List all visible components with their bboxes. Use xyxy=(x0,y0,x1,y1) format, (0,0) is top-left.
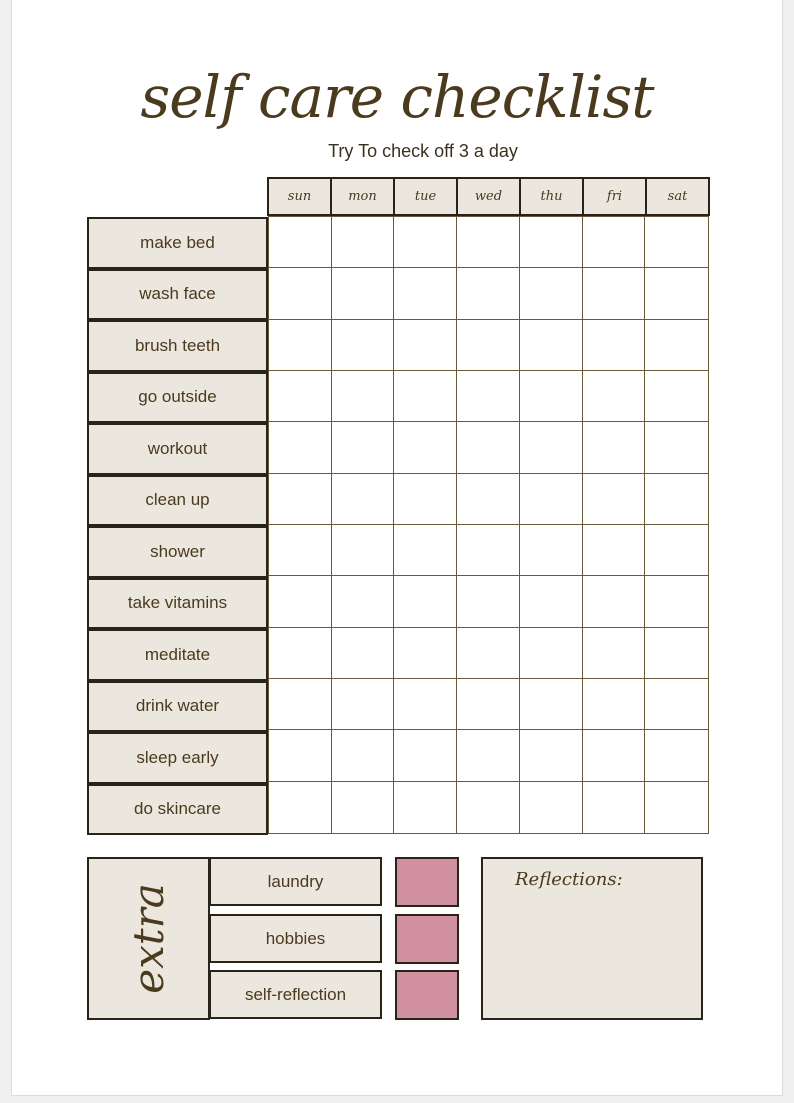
check-cell-fri[interactable] xyxy=(583,320,646,371)
check-cell-tue[interactable] xyxy=(394,679,457,730)
task-label: brush teeth xyxy=(87,320,268,372)
day-tue: tue xyxy=(395,179,458,214)
task-label: drink water xyxy=(87,681,268,733)
check-cell-thu[interactable] xyxy=(520,371,583,422)
check-cell-mon[interactable] xyxy=(332,730,395,781)
check-cell-sun[interactable] xyxy=(269,474,332,525)
check-cell-thu[interactable] xyxy=(520,576,583,627)
check-cell-sat[interactable] xyxy=(645,422,708,473)
check-cell-tue[interactable] xyxy=(394,320,457,371)
check-cell-tue[interactable] xyxy=(394,268,457,319)
check-cell-sun[interactable] xyxy=(269,422,332,473)
check-cell-sun[interactable] xyxy=(269,730,332,781)
check-cell-fri[interactable] xyxy=(583,422,646,473)
check-cell-sat[interactable] xyxy=(645,679,708,730)
check-cell-sat[interactable] xyxy=(645,782,708,833)
check-cell-thu[interactable] xyxy=(520,217,583,268)
check-cell-thu[interactable] xyxy=(520,474,583,525)
page-subtitle: Try To check off 3 a day xyxy=(328,141,518,161)
check-cell-sun[interactable] xyxy=(269,371,332,422)
check-cell-thu[interactable] xyxy=(520,320,583,371)
check-cell-thu[interactable] xyxy=(520,268,583,319)
check-cell-mon[interactable] xyxy=(332,576,395,627)
check-cell-mon[interactable] xyxy=(332,268,395,319)
extra-item-laundry: laundry xyxy=(209,857,382,906)
check-cell-fri[interactable] xyxy=(583,268,646,319)
task-label: make bed xyxy=(87,217,268,269)
task-label: take vitamins xyxy=(87,578,268,630)
check-cell-sat[interactable] xyxy=(645,320,708,371)
check-cell-wed[interactable] xyxy=(457,268,520,319)
extra-item-self-reflection: self-reflection xyxy=(209,970,382,1019)
check-cell-mon[interactable] xyxy=(332,320,395,371)
extra-item-hobbies: hobbies xyxy=(209,914,382,963)
check-cell-mon[interactable] xyxy=(332,474,395,525)
check-cell-wed[interactable] xyxy=(457,422,520,473)
reflections-label: Reflections: xyxy=(515,869,623,890)
check-cell-tue[interactable] xyxy=(394,525,457,576)
check-cell-mon[interactable] xyxy=(332,525,395,576)
check-cell-fri[interactable] xyxy=(583,679,646,730)
day-thu: thu xyxy=(521,179,584,214)
check-cell-sun[interactable] xyxy=(269,320,332,371)
task-label: meditate xyxy=(87,629,268,681)
check-cell-fri[interactable] xyxy=(583,730,646,781)
task-label: wash face xyxy=(87,269,268,321)
day-sat: sat xyxy=(667,189,688,204)
check-cell-thu[interactable] xyxy=(520,422,583,473)
check-cell-wed[interactable] xyxy=(457,217,520,268)
check-cell-tue[interactable] xyxy=(394,628,457,679)
check-cell-mon[interactable] xyxy=(332,628,395,679)
extra-checkbox-laundry[interactable] xyxy=(395,857,459,907)
check-cell-wed[interactable] xyxy=(457,525,520,576)
task-label: workout xyxy=(87,423,268,475)
check-cell-tue[interactable] xyxy=(394,730,457,781)
check-cell-tue[interactable] xyxy=(394,371,457,422)
day-mon: mon xyxy=(332,179,395,214)
check-cell-fri[interactable] xyxy=(583,525,646,576)
check-cell-fri[interactable] xyxy=(583,474,646,525)
check-cell-thu[interactable] xyxy=(520,782,583,833)
extra-checkbox-hobbies[interactable] xyxy=(395,914,459,964)
check-cell-tue[interactable] xyxy=(394,422,457,473)
check-cell-wed[interactable] xyxy=(457,474,520,525)
check-grid xyxy=(268,216,709,834)
check-cell-sat[interactable] xyxy=(645,268,708,319)
check-cell-sat[interactable] xyxy=(645,576,708,627)
check-cell-fri[interactable] xyxy=(583,628,646,679)
extra-checkbox-self-reflection[interactable] xyxy=(395,970,459,1020)
check-cell-thu[interactable] xyxy=(520,525,583,576)
check-cell-wed[interactable] xyxy=(457,628,520,679)
check-cell-tue[interactable] xyxy=(394,576,457,627)
day-sun: sun xyxy=(269,179,332,214)
task-label: clean up xyxy=(87,475,268,527)
check-cell-mon[interactable] xyxy=(332,217,395,268)
check-cell-wed[interactable] xyxy=(457,679,520,730)
check-cell-tue[interactable] xyxy=(394,474,457,525)
check-cell-fri[interactable] xyxy=(583,782,646,833)
page-title: self care checklist xyxy=(140,63,654,131)
task-label: shower xyxy=(87,526,268,578)
check-cell-tue[interactable] xyxy=(394,217,457,268)
extra-label: extra xyxy=(123,883,173,994)
check-cell-mon[interactable] xyxy=(332,422,395,473)
check-cell-wed[interactable] xyxy=(457,320,520,371)
check-cell-thu[interactable] xyxy=(520,730,583,781)
day-wed: wed xyxy=(458,179,521,214)
check-cell-sun[interactable] xyxy=(269,268,332,319)
check-cell-sat[interactable] xyxy=(645,730,708,781)
reflections-box[interactable] xyxy=(481,857,703,1020)
check-cell-sun[interactable] xyxy=(269,217,332,268)
check-cell-sat[interactable] xyxy=(645,371,708,422)
check-cell-sun[interactable] xyxy=(269,576,332,627)
check-cell-sun[interactable] xyxy=(269,525,332,576)
check-cell-wed[interactable] xyxy=(457,730,520,781)
check-cell-wed[interactable] xyxy=(457,576,520,627)
check-cell-mon[interactable] xyxy=(332,371,395,422)
check-cell-sun[interactable] xyxy=(269,628,332,679)
check-cell-sun[interactable] xyxy=(269,679,332,730)
check-cell-sat[interactable] xyxy=(645,525,708,576)
check-cell-sat[interactable] xyxy=(645,217,708,268)
check-cell-fri[interactable] xyxy=(583,371,646,422)
day-fri: fri xyxy=(584,179,647,214)
check-cell-wed[interactable] xyxy=(457,782,520,833)
day-header xyxy=(267,177,710,216)
extra-box xyxy=(87,857,210,1020)
check-cell-sun[interactable] xyxy=(269,782,332,833)
check-cell-sat[interactable] xyxy=(645,474,708,525)
task-label: sleep early xyxy=(87,732,268,784)
check-cell-mon[interactable] xyxy=(332,679,395,730)
task-label: go outside xyxy=(87,372,268,424)
check-cell-mon[interactable] xyxy=(332,782,395,833)
check-cell-tue[interactable] xyxy=(394,782,457,833)
check-cell-fri[interactable] xyxy=(583,576,646,627)
check-cell-sat[interactable] xyxy=(645,628,708,679)
check-cell-thu[interactable] xyxy=(520,628,583,679)
check-cell-fri[interactable] xyxy=(583,217,646,268)
check-cell-wed[interactable] xyxy=(457,371,520,422)
check-cell-thu[interactable] xyxy=(520,679,583,730)
task-label: do skincare xyxy=(87,784,268,836)
